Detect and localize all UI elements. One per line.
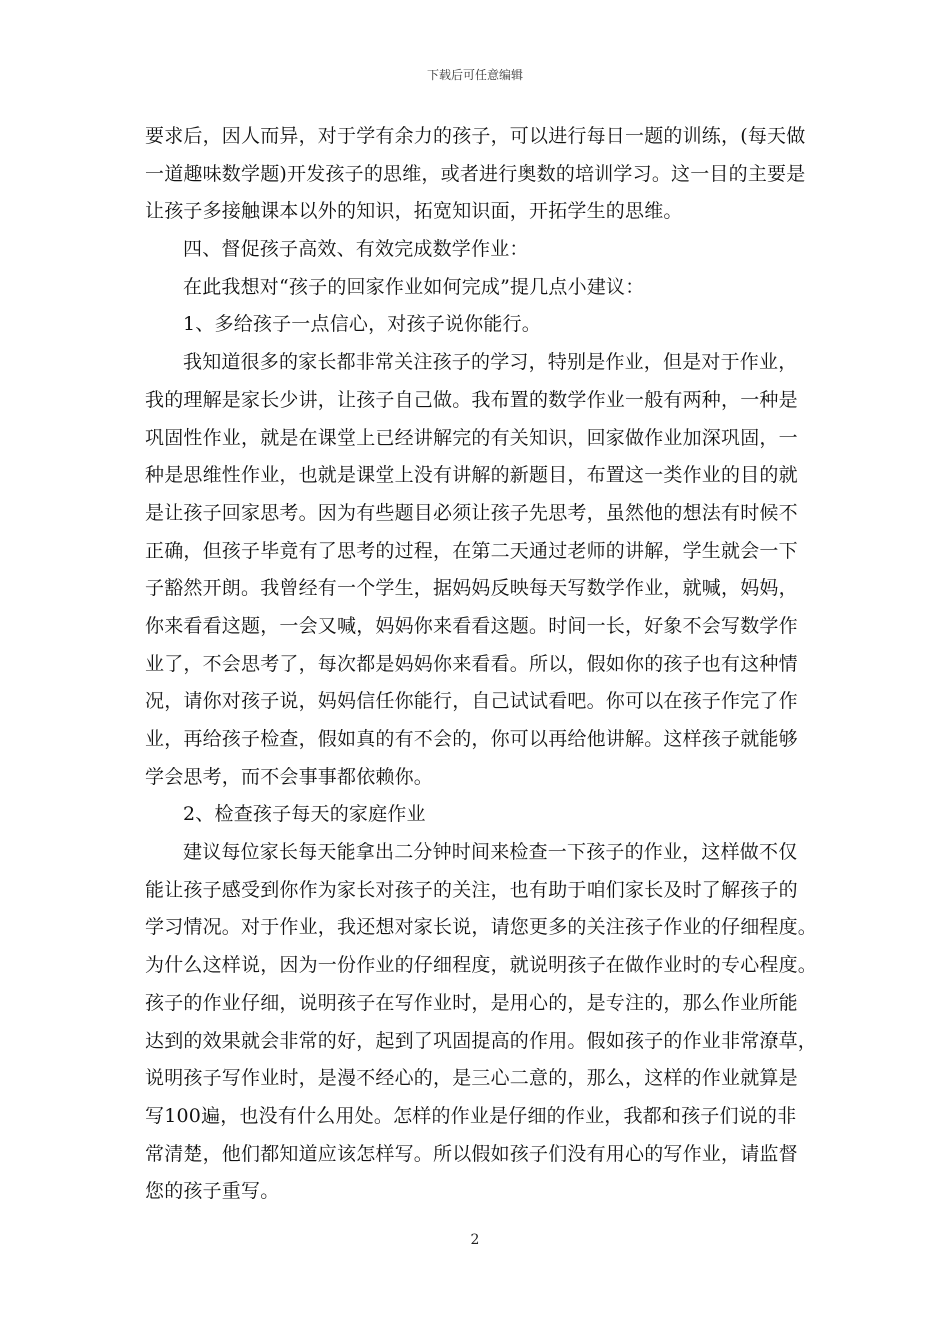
text-line: 业了，不会思考了，每次都是妈妈你来看看。所以，假如你的孩子也有这种情 — [145, 652, 798, 675]
text-line: 要求后，因人而异，对于学有余力的孩子，可以进行每日一题的训练，(每天做 — [145, 125, 806, 147]
text-line: 说明孩子写作业时，是漫不经心的，是三心二意的，那么，这样的作业就算是 — [145, 1067, 798, 1090]
text-line: 为什么这样说，因为一份作业的仔细程度，就说明孩子在做作业时的专心程度。 — [145, 954, 818, 977]
text-line: 种是思维性作业，也就是课堂上没有讲解的新题目，布置这一类作业的目的就 — [145, 464, 798, 487]
text-line: 在此我想对“孩子的回家作业如何完成”提几点小建议： — [183, 275, 645, 298]
text-line: 是让孩子回家思考。因为有些题目必须让孩子先思考，虽然他的想法有时候不 — [145, 501, 798, 524]
subsection-heading: 2、检查孩子每天的家庭作业 — [183, 803, 426, 826]
text-line: 巩固性作业，就是在课堂上已经讲解完的有关知识，回家做作业加深巩固，一 — [145, 426, 798, 449]
text-line: 子豁然开朗。我曾经有一个学生，据妈妈反映每天写数学作业，就喊，妈妈， — [145, 577, 798, 600]
text-line: 让孩子多接触课本以外的知识，拓宽知识面，开拓学生的思维。 — [145, 200, 683, 223]
text-line: 况，请你对孩子说，妈妈信任你能行，自己试试看吧。你可以在孩子作完了作 — [145, 690, 798, 713]
text-line: 达到的效果就会非常的好，起到了巩固提高的作用。假如孩子的作业非常潦草， — [145, 1029, 818, 1052]
text-line: 建议每位家长每天能拿出二分钟时间来检查一下孩子的作业，这样做不仅 — [183, 841, 798, 864]
text-line: 你来看看这题，一会又喊，妈妈你来看看这题。时间一长，好象不会写数学作 — [145, 614, 798, 637]
text-line: 我的理解是家长少讲，让孩子自己做。我布置的数学作业一般有两种，一种是 — [145, 388, 798, 411]
text-line: 常清楚，他们都知道应该怎样写。所以假如孩子们没有用心的写作业，请监督 — [145, 1142, 798, 1165]
subsection-heading: 1、多给孩子一点信心，对孩子说你能行。 — [183, 313, 541, 336]
page-header: 下载后可任意编辑 — [426, 68, 523, 82]
text-line: 能让孩子感受到你作为家长对孩子的关注，也有助于咱们家长及时了解孩子的 — [145, 878, 798, 901]
text-line: 正确，但孩子毕竟有了思考的过程，在第二天通过老师的讲解，学生就会一下 — [145, 539, 798, 562]
text-line: 我知道很多的家长都非常关注孩子的学习，特别是作业，但是对于作业， — [183, 351, 798, 374]
text-line: 您的孩子重写。 — [145, 1180, 280, 1203]
section-heading: 四、督促孩子高效、有效完成数学作业： — [183, 238, 529, 261]
text-line: 学会思考，而不会事事都依赖你。 — [145, 765, 434, 788]
text-line: 孩子的作业仔细，说明孩子在写作业时，是用心的，是专注的，那么作业所能 — [145, 991, 798, 1014]
text-line: 业，再给孩子检查，假如真的有不会的，你可以再给他讲解。这样孩子就能够 — [145, 728, 798, 750]
text-line: 一道趣味数学题)开发孩子的思维，或者进行奥数的培训学习。这一目的主要是 — [145, 162, 806, 185]
text-line: 学习情况。对于作业，我还想对家长说，请您更多的关注孩子作业的仔细程度。 — [145, 916, 818, 939]
page-number: 2 — [470, 1232, 480, 1248]
text-line: 写100遍，也没有什么用处。怎样的作业是仔细的作业，我都和孩子们说的非 — [145, 1104, 797, 1127]
document-body — [145, 118, 818, 1211]
